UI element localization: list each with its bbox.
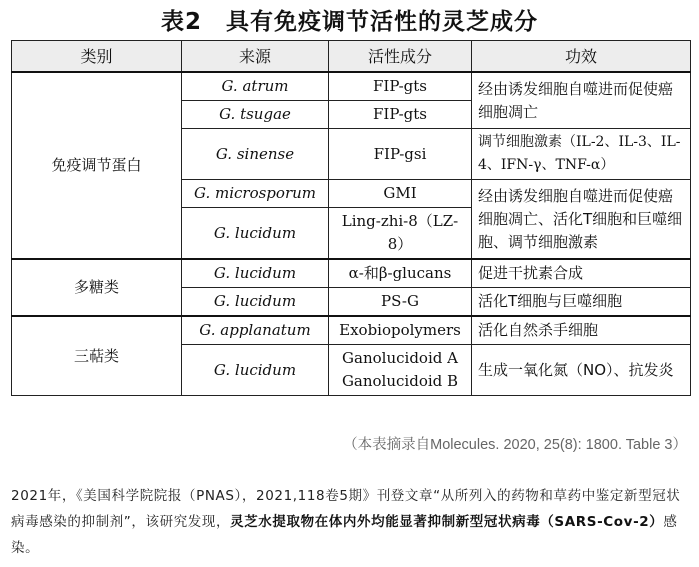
source-cell: G. sinense [182, 129, 329, 180]
effect-cell: 经由诱发细胞自噬进而促使癌细胞凋亡 [472, 72, 691, 129]
paragraph-highlight: 灵芝水提取物在体内外均能显著抑制新型冠状病毒（SARS-Cov-2） [230, 514, 664, 530]
component-cell: Ling-zhi-8（LZ-8） [329, 208, 472, 260]
ganoderma-table [11, 40, 691, 396]
source-cell: G. microsporum [182, 180, 329, 208]
component-line: Ganolucidoid B [341, 372, 459, 390]
component-cell [329, 345, 472, 396]
component-cell: FIP-gts [329, 72, 472, 101]
category-cell: 免疫调节蛋白 [12, 72, 182, 259]
header-source: 来源 [182, 41, 329, 73]
header-effect: 功效 [472, 41, 691, 73]
component-cell: PS-G [329, 288, 472, 317]
header-component: 活性成分 [329, 41, 472, 73]
article-paragraph [11, 483, 691, 561]
component-cell: Exobiopolymers [329, 316, 472, 345]
source-cell: G. lucidum [182, 259, 329, 288]
category-cell: 三萜类 [12, 316, 182, 396]
source-cell: G. tsugae [182, 101, 329, 129]
table-row [12, 316, 691, 345]
paragraph-text-end: 感染。 [11, 514, 678, 556]
source-cell: G. lucidum [182, 345, 329, 396]
effect-cell: 生成一氧化氮（NO）、抗发炎 [472, 345, 691, 396]
table-header-row [12, 41, 691, 73]
effect-cell: 经由诱发细胞自噬进而促使癌细胞凋亡、活化T细胞和巨噬细胞、调节细胞激素 [472, 180, 691, 260]
effect-cell: 活化T细胞与巨噬细胞 [472, 288, 691, 317]
table-row [12, 72, 691, 101]
paragraph-text: 2021年，《美国科学院院报（PNAS），2021,118卷5期》刊登文章“从所列入的药物和草药中鉴定新型冠状病毒感染的抑制剂”，该研究发现， [11, 488, 681, 530]
component-cell: FIP-gsi [329, 129, 472, 180]
effect-cell: 促进干扰素合成 [472, 259, 691, 288]
effect-cell: 调节细胞激素（IL-2、IL-3、IL-4、IFN-γ、TNF-α） [472, 129, 691, 180]
component-cell: FIP-gts [329, 101, 472, 129]
table-title: 表2 具有免疫调节活性的灵芝成分 [160, 9, 538, 35]
header-category: 类别 [12, 41, 182, 73]
source-cell: G. lucidum [182, 208, 329, 260]
table-row [12, 259, 691, 288]
category-cell: 多糖类 [12, 259, 182, 316]
source-cell: G. applanatum [182, 316, 329, 345]
source-cell: G. lucidum [182, 288, 329, 317]
component-line: Ganolucidoid A [342, 349, 458, 367]
source-cell: G. atrum [182, 72, 329, 101]
component-cell: GMI [329, 180, 472, 208]
component-cell: α-和β-glucans [329, 259, 472, 288]
source-citation: （本表摘录自Molecules. 2020, 25(8): 1800. Table 3） [343, 437, 687, 453]
effect-cell: 活化自然杀手细胞 [472, 316, 691, 345]
